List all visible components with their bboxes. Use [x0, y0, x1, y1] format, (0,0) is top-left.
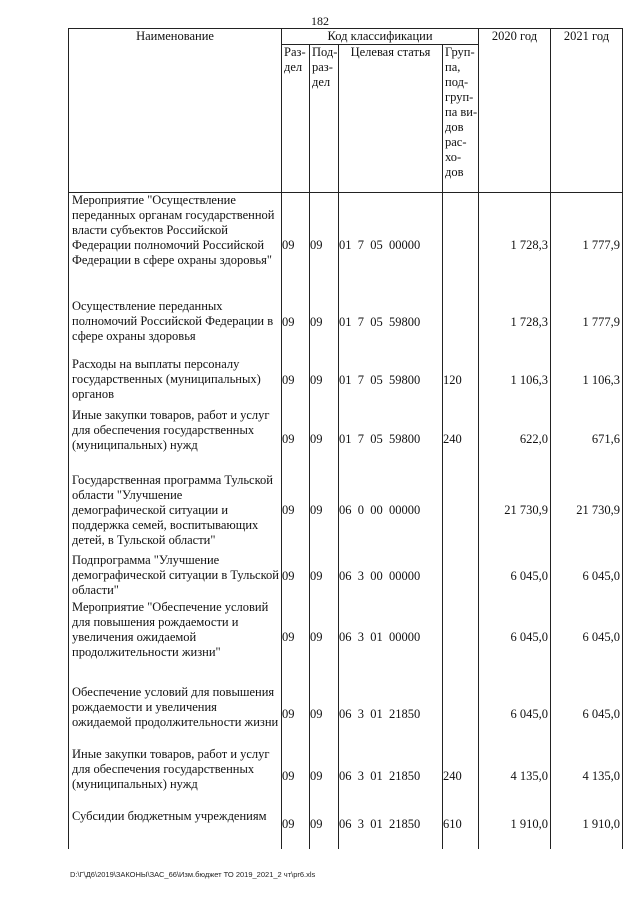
row-podrazdel: 09 [310, 473, 339, 553]
row-razdel: 09 [282, 357, 310, 408]
row-value-2021: 1 106,3 [551, 357, 623, 408]
row-value-2020: 6 045,0 [479, 685, 551, 747]
row-target-article: 01 7 05 00000 [339, 193, 443, 299]
row-podrazdel: 09 [310, 193, 339, 299]
row-value-2021: 671,6 [551, 408, 623, 473]
table-row [69, 747, 623, 809]
header-code-group: Код классификации [282, 29, 479, 45]
header-section: Раз- дел [282, 45, 310, 193]
table-row [69, 600, 623, 685]
header-year-2021: 2021 год [551, 29, 623, 193]
row-podrazdel: 09 [310, 408, 339, 473]
row-podrazdel: 09 [310, 809, 339, 849]
row-value-2021: 6 045,0 [551, 685, 623, 747]
table-row [69, 193, 623, 299]
header-target-article: Целевая статья [339, 45, 443, 193]
table-row [69, 553, 623, 600]
row-podrazdel: 09 [310, 553, 339, 600]
table-row [69, 299, 623, 357]
row-razdel: 09 [282, 553, 310, 600]
row-name: Расходы на выплаты персоналу государственных (муниципальных) органов [69, 357, 282, 408]
row-razdel: 09 [282, 600, 310, 685]
row-value-2021: 6 045,0 [551, 600, 623, 685]
row-razdel: 09 [282, 809, 310, 849]
row-target-article: 06 0 00 00000 [339, 473, 443, 553]
budget-table [68, 28, 623, 849]
row-expense-group [443, 685, 479, 747]
row-value-2020: 1 728,3 [479, 193, 551, 299]
row-name: Государственная программа Тульской области "Улучшение демографической ситуации и поддержка семей, воспитывающих детей, в Тульской области" [69, 473, 282, 553]
row-name: Мероприятие "Обеспечение условий для повышения рождаемости и увеличения ожидаемой продолжительности жизни" [69, 600, 282, 685]
row-value-2021: 1 777,9 [551, 299, 623, 357]
row-target-article: 06 3 01 00000 [339, 600, 443, 685]
row-expense-group [443, 193, 479, 299]
row-name: Иные закупки товаров, работ и услуг для обеспечения государственных (муниципальных) нужд [69, 408, 282, 473]
row-value-2020: 1 728,3 [479, 299, 551, 357]
row-value-2020: 4 135,0 [479, 747, 551, 809]
row-value-2020: 6 045,0 [479, 553, 551, 600]
row-name: Мероприятие "Осуществление переданных органам государственной власти субъектов Российской Федерации полномочий Российской Федерации в сфере охраны здоровья" [69, 193, 282, 299]
row-target-article: 01 7 05 59800 [339, 408, 443, 473]
row-razdel: 09 [282, 299, 310, 357]
row-podrazdel: 09 [310, 685, 339, 747]
row-podrazdel: 09 [310, 747, 339, 809]
row-name: Субсидии бюджетным учреждениям [69, 809, 282, 849]
table-row [69, 473, 623, 553]
row-value-2021: 4 135,0 [551, 747, 623, 809]
row-expense-group [443, 553, 479, 600]
row-expense-group [443, 299, 479, 357]
row-target-article: 06 3 01 21850 [339, 685, 443, 747]
row-name: Подпрограмма "Улучшение демографической ситуации в Тульской области" [69, 553, 282, 600]
row-value-2020: 1 106,3 [479, 357, 551, 408]
row-expense-group: 610 [443, 809, 479, 849]
row-expense-group [443, 600, 479, 685]
row-value-2021: 6 045,0 [551, 553, 623, 600]
row-target-article: 01 7 05 59800 [339, 299, 443, 357]
row-value-2020: 622,0 [479, 408, 551, 473]
file-path-footer: D:\Г\Д6\2019\ЗАКОНЫ\ЗАС_66\Изм.бюджет ТО 2019_2021_2 чт\pr6.xls [70, 870, 316, 879]
header-subsection: Под- раз- дел [310, 45, 339, 193]
row-value-2021: 1 910,0 [551, 809, 623, 849]
row-razdel: 09 [282, 193, 310, 299]
row-expense-group [443, 473, 479, 553]
row-razdel: 09 [282, 747, 310, 809]
table-row [69, 408, 623, 473]
row-value-2020: 1 910,0 [479, 809, 551, 849]
row-value-2020: 21 730,9 [479, 473, 551, 553]
row-target-article: 01 7 05 59800 [339, 357, 443, 408]
header-name: Наименование [69, 29, 282, 193]
row-value-2020: 6 045,0 [479, 600, 551, 685]
row-razdel: 09 [282, 473, 310, 553]
page-number: 182 [311, 14, 329, 28]
row-razdel: 09 [282, 685, 310, 747]
header-year-2020: 2020 год [479, 29, 551, 193]
row-name: Обеспечение условий для повышения рождаемости и увеличения ожидаемой продолжительности жизни [69, 685, 282, 747]
row-podrazdel: 09 [310, 600, 339, 685]
table-row [69, 357, 623, 408]
row-value-2021: 21 730,9 [551, 473, 623, 553]
row-expense-group: 240 [443, 408, 479, 473]
row-expense-group: 120 [443, 357, 479, 408]
row-razdel: 09 [282, 408, 310, 473]
row-name: Осуществление переданных полномочий Российской Федерации в сфере охраны здоровья [69, 299, 282, 357]
row-expense-group: 240 [443, 747, 479, 809]
row-podrazdel: 09 [310, 357, 339, 408]
row-target-article: 06 3 00 00000 [339, 553, 443, 600]
row-target-article: 06 3 01 21850 [339, 747, 443, 809]
row-target-article: 06 3 01 21850 [339, 809, 443, 849]
header-expense-group: Груп- па, под- груп- па ви- дов рас- хо- дов [443, 45, 479, 193]
row-name: Иные закупки товаров, работ и услуг для обеспечения государственных (муниципальных) нужд [69, 747, 282, 809]
table-row [69, 809, 623, 849]
row-podrazdel: 09 [310, 299, 339, 357]
row-value-2021: 1 777,9 [551, 193, 623, 299]
table-row [69, 685, 623, 747]
